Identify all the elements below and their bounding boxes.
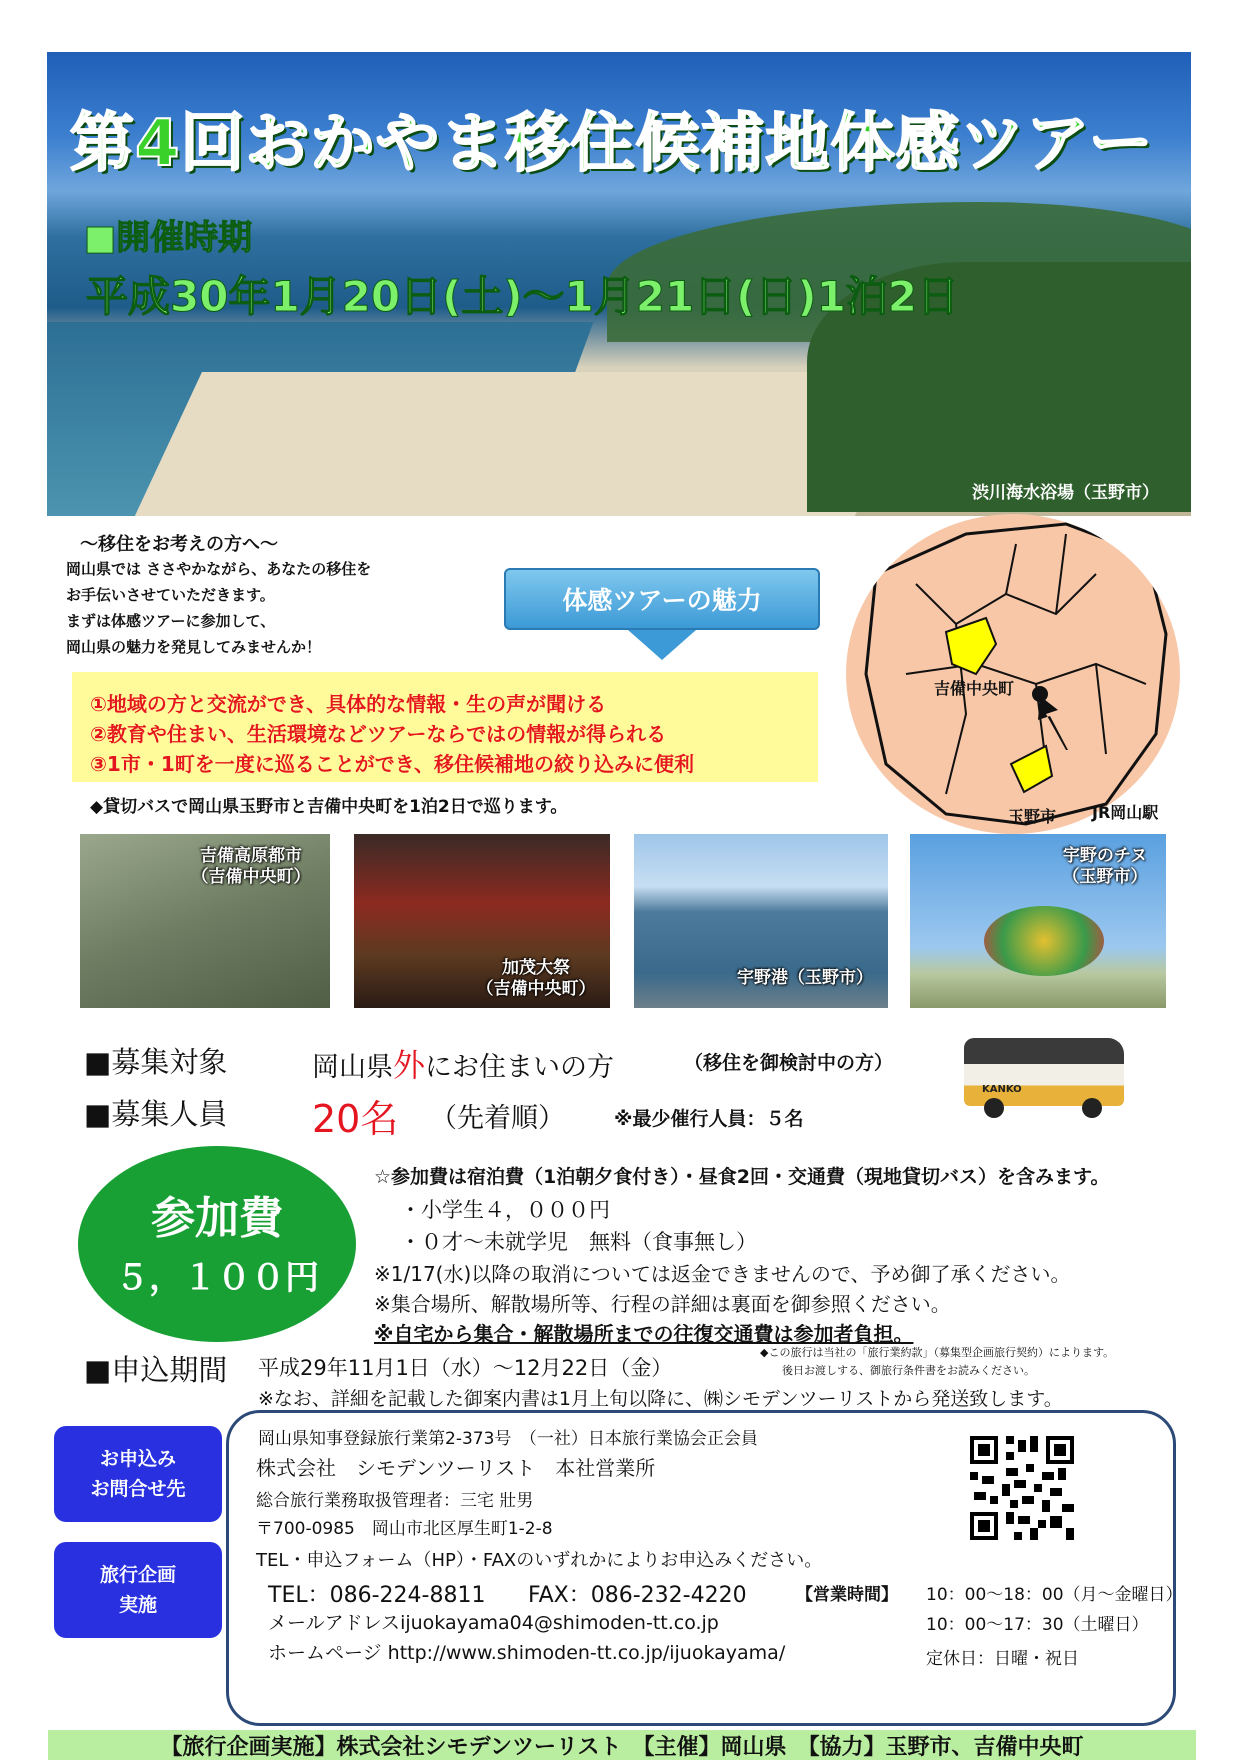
email-line[interactable]: メールアドレスijuokayama04@shimoden-tt.co.jp [268, 1612, 719, 1634]
manager: 総合旅行業務取扱管理者：三宅 壯男 [256, 1491, 534, 1511]
down-arrow-icon [628, 630, 696, 660]
fish-sculpture [984, 906, 1104, 976]
planner-button[interactable]: 旅行企画 実施 [54, 1542, 222, 1638]
fee-oval [78, 1146, 356, 1342]
registration: 岡山県知事登録旅行業第2-373号 （一社）日本旅行業協会正会員 [258, 1429, 758, 1449]
intro-line: お手伝いさせていただきます。 [66, 586, 275, 604]
charm-item: ③1市・1町を一度に巡ることができ、移住候補地の絞り込みに便利 [90, 752, 694, 776]
map-label-kibi: 吉備中央町 [934, 679, 1015, 698]
qr-code-icon[interactable] [966, 1432, 1078, 1544]
period-label: ■開催時期 [84, 218, 253, 258]
hours-weekday: 10：00～18：00（月～金曜日） [926, 1585, 1183, 1605]
tamano-highlight [1011, 746, 1052, 792]
photo-caption: 吉備高原都市 （吉備中央町） [191, 846, 311, 888]
inquiry-button[interactable]: お申込み お問合せ先 [54, 1426, 222, 1522]
tel: TEL：086-224-8811 [268, 1583, 486, 1608]
guide-note: ※なお、詳細を記載した御案内書は1月上旬以降に、㈱シモデンツーリストから発送致します。 [258, 1388, 1063, 1410]
intro-heading: ～移住をお考えの方へ～ [80, 534, 278, 555]
closed-days: 定休日：日曜・祝日 [926, 1649, 1079, 1669]
fee-child: ・小学生４，０００円 [400, 1198, 610, 1222]
intro-line: まずは体感ツアーに参加して、 [66, 612, 276, 630]
fee-title: 参加費 [151, 1193, 283, 1244]
footer-credits: 【旅行企画実施】株式会社シモデンツーリスト 【主催】岡山県 【協力】玉野市、吉備中央町 [48, 1730, 1196, 1760]
okayama-map [846, 514, 1180, 834]
fee-infant: ・０才～未就学児 無料（食事無し） [400, 1230, 757, 1254]
hours-sat: 10：00～17：30（土曜日） [926, 1615, 1149, 1635]
tour-dates: 平成30年1月20日(土)～1月21日(日)1泊2日 [86, 272, 960, 321]
apply-period: 平成29年11月1日（水）～12月22日（金） [258, 1356, 673, 1380]
count-order: （先着順） [430, 1103, 565, 1134]
intro-line: 岡山県では ささやかながら、あなたの移住を [66, 560, 372, 578]
bus-illustration: KANKO [964, 1038, 1124, 1120]
fee-meeting: ※集合場所、解散場所等、行程の詳細は裏面を御参照ください。 [374, 1292, 951, 1316]
terms-line: 後日お渡しする、御旅行条件書をお読みください。 [782, 1364, 1035, 1377]
charm-item: ①地域の方と交流ができ、具体的な情報・生の声が聞ける [90, 692, 607, 716]
fax: FAX：086-232-4220 [528, 1583, 747, 1608]
photo-uno-chinu [910, 834, 1166, 1008]
hours-label: 【営業時間】 [796, 1585, 898, 1605]
hero-photo-caption: 渋川海水浴場（玉野市） [972, 483, 1159, 503]
address: 〒700-0985 岡山市北区厚生町1-2-8 [256, 1519, 553, 1539]
map-svg [846, 514, 1180, 834]
charm-callout: 体感ツアーの魅力 [504, 568, 820, 630]
count-label: ■募集人員 [84, 1097, 228, 1131]
intro-line: 岡山県の魅力を発見してみませんか！ [66, 638, 322, 656]
tour-title: 第4回おかやま移住候補地体感ツアー [70, 107, 1154, 181]
charm-item: ②教育や住まい、生活環境などツアーならではの情報が得られる [90, 722, 667, 746]
target-label: ■募集対象 [84, 1045, 228, 1079]
fee-includes: ☆参加費は宿泊費（1泊朝夕食付き）・昼食2回・交通費（現地貸切バス）を含みます。 [374, 1166, 1110, 1188]
company: 株式会社 シモデンツーリスト 本社営業所 [256, 1456, 656, 1480]
photo-kibi-kogen [80, 834, 330, 1008]
target-text: 岡山県外にお住まいの方 [312, 1046, 615, 1084]
photo-caption: 宇野港（玉野市） [737, 968, 873, 988]
kibi-chuo-highlight [946, 618, 996, 674]
count-min: ※最少催行人員：５名 [614, 1108, 804, 1130]
photo-uno-port [634, 834, 888, 1008]
map-label-station: JR岡山駅 [1092, 803, 1159, 822]
bus-route-text: ◆貸切バスで岡山県玉野市と吉備中央町を1泊2日で巡ります。 [90, 797, 568, 817]
photo-caption: 加茂大祭 （吉備中央町） [476, 958, 596, 1000]
apply-method: TEL・申込フォーム（HP）・FAXのいずれかによりお申込みください。 [256, 1550, 823, 1571]
fee-transport: ※自宅から集合・解散場所までの往復交通費は参加者負担。 [374, 1322, 914, 1346]
target-note: （移住を御検討中の方） [684, 1052, 894, 1074]
terms-line: ◆この旅行は当社の「旅行業約款」（募集型企画旅行契約）によります。 [760, 1346, 1115, 1359]
fee-amount: ５，１００円 [115, 1258, 319, 1298]
apply-label: ■申込期間 [84, 1353, 228, 1387]
homepage-line[interactable]: ホームページ http://www.shimoden-tt.co.jp/ijuokayama/ [268, 1642, 786, 1664]
map-label-tamano: 玉野市 [1008, 807, 1057, 826]
photo-kamo-festival [354, 834, 610, 1008]
photo-caption: 宇野のチヌ （玉野市） [1062, 846, 1148, 888]
fee-cancel: ※1/17(水)以降の取消については返金できませんので、予め御了承ください。 [374, 1262, 1071, 1286]
count-value: 20名 [312, 1097, 399, 1141]
